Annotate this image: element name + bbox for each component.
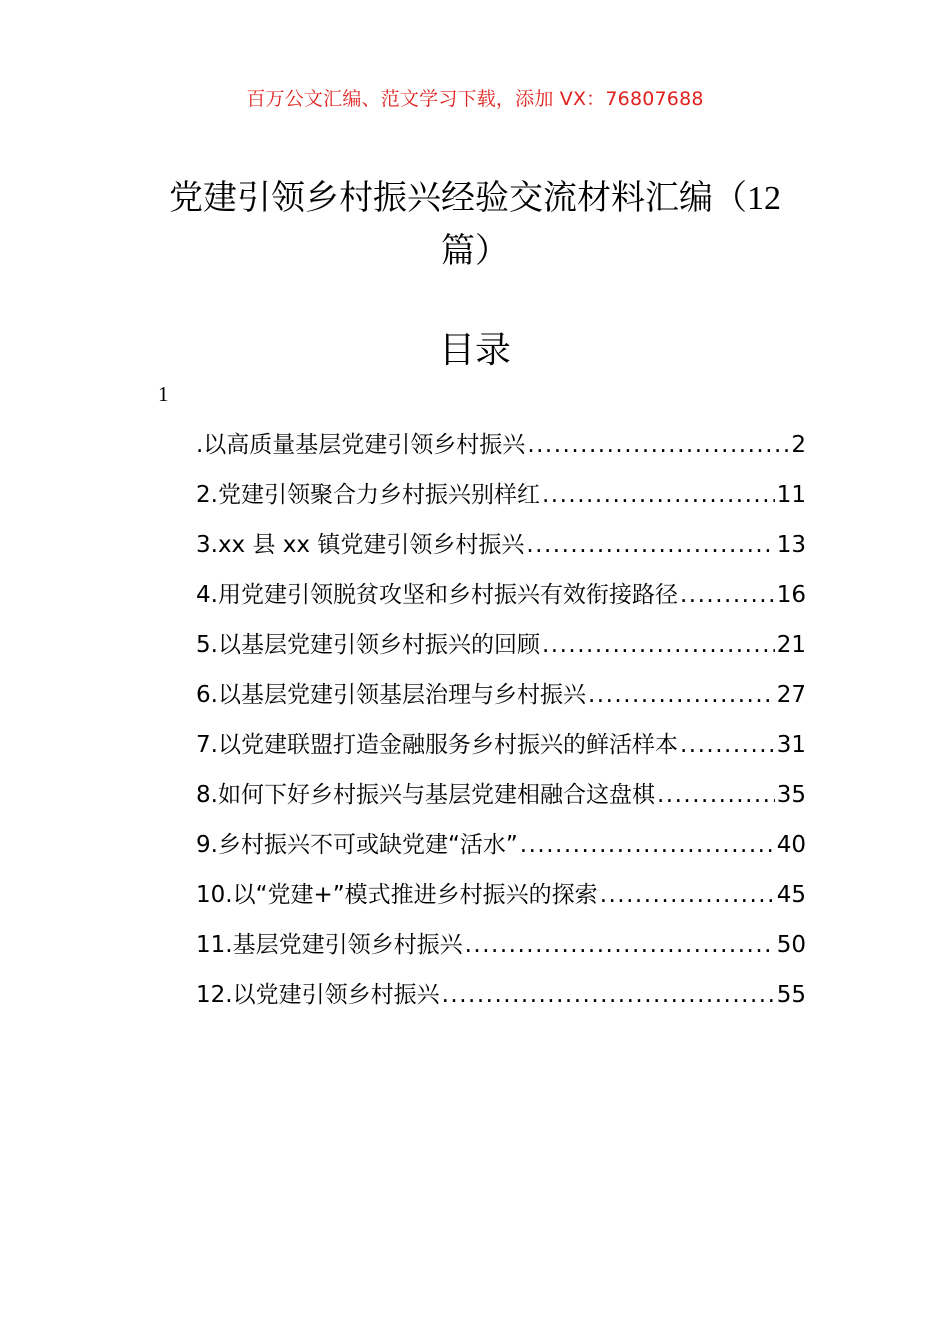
toc-entry-page: 50 xyxy=(776,932,806,958)
toc-entry-title: 11.基层党建引领乡村振兴 xyxy=(196,932,463,958)
table-of-contents xyxy=(196,420,806,1020)
toc-leader-dots xyxy=(542,620,775,670)
toc-entry[interactable] xyxy=(196,770,806,820)
toc-entry-title: 4.用党建引领脱贫攻坚和乡村振兴有效衔接路径 xyxy=(196,582,678,608)
toc-entry-page: 27 xyxy=(776,682,806,708)
toc-entry[interactable] xyxy=(196,520,806,570)
toc-heading: 目录 xyxy=(438,330,511,371)
toc-entry-title: 12.以党建引领乡村振兴 xyxy=(196,982,440,1008)
toc-entry[interactable] xyxy=(196,420,806,470)
toc-entry-title: 9.乡村振兴不可或缺党建“活水” xyxy=(196,832,518,858)
toc-entry-page: 16 xyxy=(776,582,806,608)
toc-leader-dots xyxy=(600,870,775,920)
toc-leader-dots xyxy=(442,970,775,1020)
toc-entry-title: 5.以基层党建引领乡村振兴的回顾 xyxy=(196,632,540,658)
toc-entry-title: 3.xx 县 xx 镇党建引领乡村振兴 xyxy=(196,532,525,558)
toc-leader-dots xyxy=(520,820,775,870)
promo-banner: 百万公文汇编、范文学习下载，添加 VX：76807688 xyxy=(246,88,704,110)
toc-leader-dots xyxy=(588,670,775,720)
toc-entry-page: 45 xyxy=(776,882,806,908)
toc-leader-dots xyxy=(465,920,775,970)
toc-entry-page: 55 xyxy=(776,982,806,1008)
toc-entry-page: 2 xyxy=(791,432,806,458)
toc-leader-dots xyxy=(527,420,789,470)
title-count: 12 xyxy=(747,180,781,217)
toc-entry[interactable] xyxy=(196,870,806,920)
toc-entry-page: 35 xyxy=(776,782,806,808)
toc-entry-page: 21 xyxy=(776,632,806,658)
title-main: 党建引领乡村振兴经验交流材料汇编（ xyxy=(169,178,747,218)
toc-entry-title: 10.以“党建+”模式推进乡村振兴的探索 xyxy=(196,882,598,908)
toc-entry[interactable] xyxy=(196,720,806,770)
title-suffix: 篇） xyxy=(441,231,509,271)
toc-leader-dots xyxy=(526,520,774,570)
toc-entry[interactable] xyxy=(196,920,806,970)
toc-entry-title: 2.党建引领聚合力乡村振兴别样红 xyxy=(196,482,540,508)
toc-entry-page: 13 xyxy=(776,532,806,558)
toc-leader-dots xyxy=(680,570,775,620)
toc-entry[interactable] xyxy=(196,620,806,670)
toc-leader-dots xyxy=(542,470,775,520)
toc-entry-page: 11 xyxy=(776,482,806,508)
toc-entry-title: 6.以基层党建引领基层治理与乡村振兴 xyxy=(196,682,586,708)
toc-leader-dots xyxy=(657,770,775,820)
toc-entry-title: 8.如何下好乡村振兴与基层党建相融合这盘棋 xyxy=(196,782,655,808)
toc-entry[interactable] xyxy=(196,820,806,870)
toc-entry-page: 31 xyxy=(776,732,806,758)
toc-entry-title: .以高质量基层党建引领乡村振兴 xyxy=(196,432,526,458)
toc-entry[interactable] xyxy=(196,470,806,520)
toc-entry-title: 7.以党建联盟打造金融服务乡村振兴的鲜活样本 xyxy=(196,732,678,758)
stray-page-number: 1 xyxy=(158,382,169,406)
toc-entry-page: 40 xyxy=(776,832,806,858)
toc-entry[interactable] xyxy=(196,570,806,620)
toc-entry[interactable] xyxy=(196,970,806,1020)
toc-leader-dots xyxy=(680,720,775,770)
toc-entry[interactable] xyxy=(196,670,806,720)
document-title xyxy=(150,172,800,277)
